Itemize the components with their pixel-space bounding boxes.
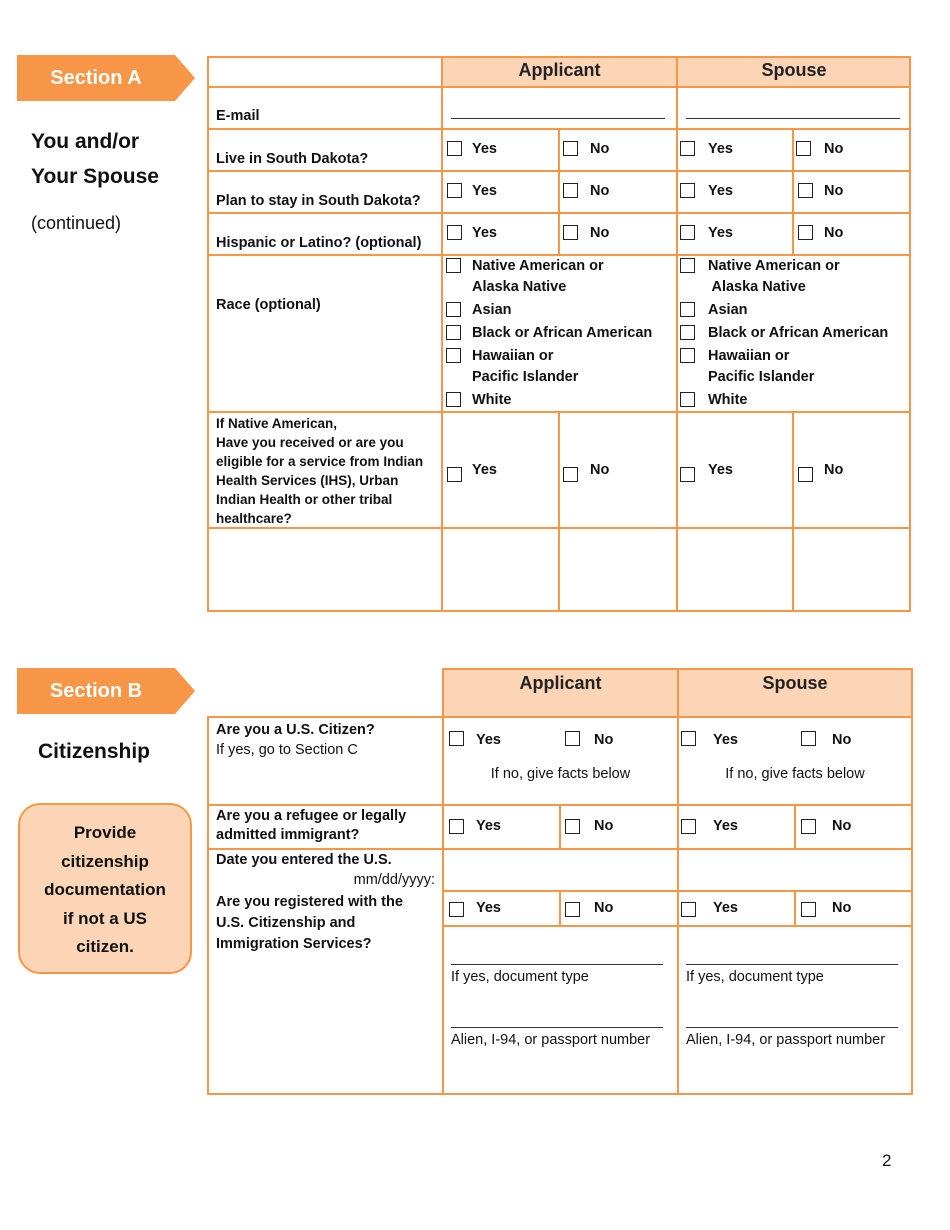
spouse-refugee-yes-checkbox[interactable]: [681, 819, 696, 834]
spouse-race-black-checkbox[interactable]: [680, 325, 695, 340]
note-line: citizen.: [76, 937, 134, 956]
uscis-label-line: Are you registered with the: [216, 894, 403, 910]
ihs-label-line: If Native American,: [216, 416, 338, 431]
applicant-uscis-yes-checkbox[interactable]: [449, 902, 464, 917]
spouse-uscis-yes-checkbox[interactable]: [681, 902, 696, 917]
applicant-document-number-field[interactable]: [451, 1027, 663, 1028]
grid-line: [559, 804, 561, 849]
no-label: No: [590, 225, 610, 241]
spouse-race-hawaiian-checkbox[interactable]: [680, 348, 695, 363]
spouse-citizen-yes-checkbox[interactable]: [681, 731, 696, 746]
applicant-document-number-label: Alien, I-94, or passport number: [451, 1032, 651, 1048]
ihs-label-line: Indian Health or other tribal: [216, 492, 393, 507]
yes-label: Yes: [713, 732, 738, 748]
no-label: No: [824, 141, 844, 157]
date-format-label: mm/dd/yyyy:: [353, 872, 435, 888]
section-a-spouse-header: Spouse: [761, 60, 827, 80]
applicant-ihs-yes-checkbox[interactable]: [447, 467, 462, 482]
applicant-if-no-facts: If no, give facts below: [490, 766, 631, 782]
section-a-tab-label: Section A: [50, 66, 142, 89]
grid-line: [207, 56, 911, 58]
section-a-applicant-header: Applicant: [518, 60, 601, 80]
no-label: No: [590, 183, 610, 199]
grid-line: [909, 56, 911, 612]
note-line: Provide: [73, 823, 137, 842]
grid-line: [207, 56, 209, 612]
spouse-race-native-checkbox[interactable]: [680, 258, 695, 273]
spouse-date-field[interactable]: [679, 850, 910, 889]
spouse-document-number-label: Alien, I-94, or passport number: [686, 1032, 886, 1048]
section-b-title: Citizenship: [38, 740, 151, 763]
section-b-applicant-header: Applicant: [519, 673, 602, 693]
race-native-label-2: Alaska Native: [472, 279, 567, 295]
spouse-uscis-no-checkbox[interactable]: [801, 902, 816, 917]
ihs-label-line: healthcare?: [216, 511, 292, 526]
yes-label: Yes: [708, 225, 733, 241]
no-label: No: [824, 225, 844, 241]
yes-label: Yes: [708, 462, 733, 478]
applicant-plan-no-checkbox[interactable]: [563, 183, 578, 198]
race-white-label: White: [472, 392, 512, 408]
yes-label: Yes: [476, 818, 501, 834]
ihs-label-line: Health Services (IHS), Urban: [216, 473, 399, 488]
applicant-document-type-field[interactable]: [451, 964, 663, 965]
grid-line: [207, 716, 913, 718]
race-hawaiian-label-2: Pacific Islander: [472, 369, 579, 385]
race-native-label: Native American or: [708, 258, 840, 274]
applicant-race-asian-checkbox[interactable]: [446, 302, 461, 317]
grid-line: [558, 128, 560, 255]
grid-line: [207, 86, 911, 88]
section-b-tab: [17, 668, 175, 714]
applicant-race-hawaiian-checkbox[interactable]: [446, 348, 461, 363]
yes-label: Yes: [472, 225, 497, 241]
spouse-document-number-field[interactable]: [686, 1027, 898, 1028]
grid-line: [792, 128, 794, 255]
applicant-citizen-no-checkbox[interactable]: [565, 731, 580, 746]
yes-label: Yes: [472, 141, 497, 157]
no-label: No: [832, 818, 852, 834]
uscis-label-line: Immigration Services?: [216, 936, 372, 952]
grid-line: [558, 411, 560, 612]
no-label: No: [832, 900, 852, 916]
applicant-race-white-checkbox[interactable]: [446, 392, 461, 407]
spouse-plan-no-checkbox[interactable]: [798, 183, 813, 198]
spouse-document-type-label: If yes, document type: [686, 969, 824, 985]
grid-line: [207, 716, 209, 1095]
race-hawaiian-label: Hawaiian or: [708, 348, 790, 364]
section-a-title-line2: Your Spouse: [31, 165, 159, 188]
note-line: citizenship: [61, 851, 149, 871]
grid-line: [441, 56, 443, 612]
applicant-race-black-checkbox[interactable]: [446, 325, 461, 340]
uscis-label: [216, 892, 403, 955]
spouse-email-field[interactable]: [686, 118, 900, 119]
spouse-live-no-checkbox[interactable]: [796, 141, 811, 156]
race-white-label: White: [708, 392, 748, 408]
spouse-ihs-yes-checkbox[interactable]: [680, 467, 695, 482]
grid-line: [207, 1093, 913, 1095]
race-native-label-2: Alaska Native: [708, 279, 806, 295]
spouse-hispanic-yes-checkbox[interactable]: [680, 225, 695, 240]
no-label: No: [594, 732, 614, 748]
spouse-ihs-no-checkbox[interactable]: [798, 467, 813, 482]
page-number: 2: [882, 1151, 892, 1170]
applicant-uscis-no-checkbox[interactable]: [565, 902, 580, 917]
note-line: if not a US: [62, 908, 148, 928]
applicant-ihs-no-checkbox[interactable]: [563, 467, 578, 482]
refugee-label-line: admitted immigrant?: [216, 827, 360, 843]
spouse-live-yes-checkbox[interactable]: [680, 141, 695, 156]
grid-line: [794, 890, 796, 926]
race-black-label: Black or African American: [472, 325, 653, 341]
race-asian-label: Asian: [708, 302, 748, 318]
refugee-label-line: Are you a refugee or legally: [216, 808, 407, 824]
applicant-hispanic-no-checkbox[interactable]: [563, 225, 578, 240]
no-label: No: [590, 141, 610, 157]
spouse-race-white-checkbox[interactable]: [680, 392, 695, 407]
date-entered-label: Date you entered the U.S.: [216, 852, 392, 868]
citizen-label: Are you a U.S. Citizen?: [216, 722, 375, 738]
tab-arrow: [175, 668, 195, 714]
race-asian-label: Asian: [472, 302, 512, 318]
ihs-label-line: eligible for a service from Indian: [216, 454, 424, 469]
applicant-refugee-no-checkbox[interactable]: [565, 819, 580, 834]
applicant-plan-yes-checkbox[interactable]: [447, 183, 462, 198]
applicant-refugee-yes-checkbox[interactable]: [449, 819, 464, 834]
section-b-spouse-header: Spouse: [762, 673, 828, 693]
spouse-if-no-facts: If no, give facts below: [725, 766, 865, 782]
spouse-citizen-no-checkbox[interactable]: [801, 731, 816, 746]
email-label: E-mail: [216, 108, 260, 124]
ihs-label-line: Have you received or are you: [216, 435, 404, 450]
live-in-sd-label: Live in South Dakota?: [216, 151, 369, 167]
grid-line: [792, 411, 794, 612]
no-label: No: [824, 183, 844, 199]
yes-label: Yes: [472, 183, 497, 199]
race-black-label: Black or African American: [708, 325, 889, 341]
plan-to-stay-label: Plan to stay in South Dakota?: [216, 193, 421, 209]
section-b-tab-label: Section B: [49, 679, 143, 702]
yes-label: Yes: [708, 141, 733, 157]
applicant-live-no-checkbox[interactable]: [563, 141, 578, 156]
applicant-document-type-label: If yes, document type: [451, 969, 589, 985]
yes-label: Yes: [476, 732, 501, 748]
applicant-live-yes-checkbox[interactable]: [447, 141, 462, 156]
uscis-label-line: U.S. Citizenship and: [216, 915, 356, 931]
section-a-title-line1: You and/or: [31, 130, 140, 153]
refugee-label: [216, 807, 406, 845]
applicant-citizen-yes-checkbox[interactable]: [449, 731, 464, 746]
race-hawaiian-label: Hawaiian or: [472, 348, 554, 364]
no-label: No: [594, 900, 614, 916]
citizen-sub-label: If yes, go to Section C: [216, 742, 358, 758]
yes-label: Yes: [472, 462, 497, 478]
citizenship-note-box: [18, 803, 192, 974]
applicant-race-native-checkbox[interactable]: [446, 258, 461, 273]
applicant-date-field[interactable]: [444, 850, 676, 889]
ihs-label: [216, 414, 423, 528]
yes-label: Yes: [476, 900, 501, 916]
yes-label: Yes: [708, 183, 733, 199]
yes-label: Yes: [713, 900, 738, 916]
no-label: No: [594, 818, 614, 834]
section-a-tab: [17, 55, 175, 101]
hispanic-label: Hispanic or Latino? (optional): [216, 235, 422, 251]
grid-line: [676, 56, 678, 612]
grid-line: [794, 804, 796, 849]
spouse-hispanic-no-checkbox[interactable]: [798, 225, 813, 240]
grid-line: [559, 890, 561, 926]
applicant-email-field[interactable]: [451, 118, 665, 119]
race-label: Race (optional): [216, 297, 321, 313]
section-a-continued: (continued): [31, 213, 122, 233]
yes-label: Yes: [713, 818, 738, 834]
spouse-race-asian-checkbox[interactable]: [680, 302, 695, 317]
spouse-plan-yes-checkbox[interactable]: [680, 183, 695, 198]
no-label: No: [590, 462, 610, 478]
race-native-label: Native American or: [472, 258, 604, 274]
note-line: documentation: [44, 880, 166, 899]
spouse-refugee-no-checkbox[interactable]: [801, 819, 816, 834]
grid-line: [911, 668, 913, 1095]
no-label: No: [824, 462, 844, 478]
spouse-document-type-field[interactable]: [686, 964, 898, 965]
applicant-hispanic-yes-checkbox[interactable]: [447, 225, 462, 240]
no-label: No: [832, 732, 852, 748]
tab-arrow: [175, 55, 195, 101]
race-hawaiian-label-2: Pacific Islander: [708, 369, 815, 385]
